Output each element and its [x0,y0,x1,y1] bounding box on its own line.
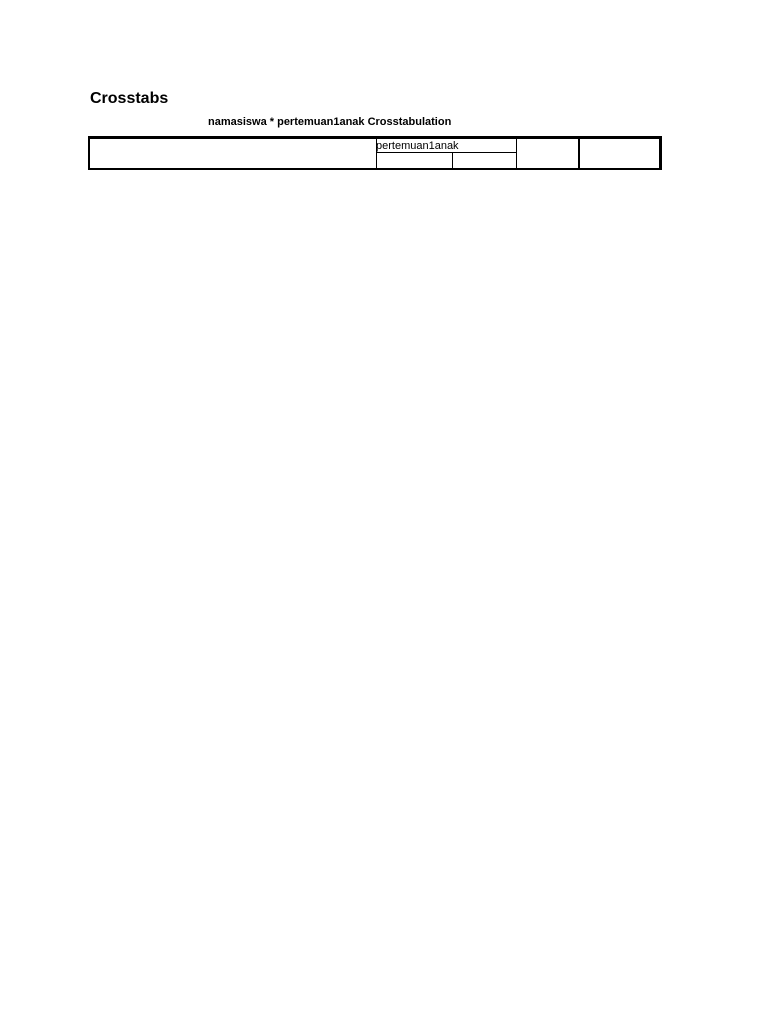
table-top-border [88,136,662,139]
header-divider-right [578,136,580,168]
table-left-border-head [88,136,90,168]
header-divider-total [516,136,517,168]
table-right-border-head [659,136,662,169]
page-title: Crosstabs [90,90,169,107]
header-divider-mid [452,152,453,168]
column-group-label: pertemuan1anak [376,140,459,152]
header-bottom-border [88,168,662,170]
table-title: namasiswa * pertemuan1anak Crosstabulation [208,116,452,128]
